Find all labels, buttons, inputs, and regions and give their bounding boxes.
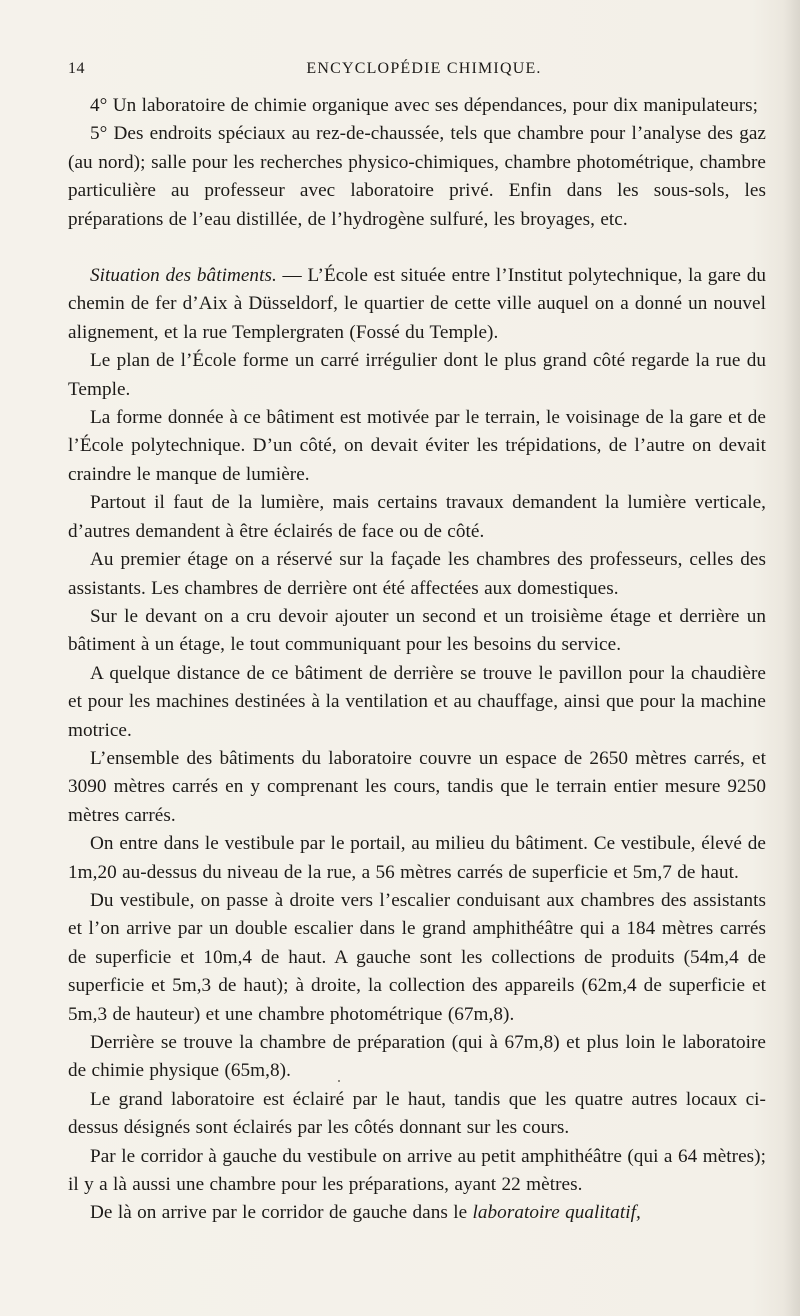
page-number: 14 [68,60,85,77]
paragraph-building-location [68,262,766,347]
print-dot [338,1080,340,1082]
paragraph-preparation-room: Derrière se trouve la chambre de préparation (qui à 67m,8) et plus loin le laboratoire de chimie physique (65m,8). [68,1032,766,1082]
paragraph-areas: L’ensemble des bâtiments du laboratoire couvre un espace de 2650 mètres carrés, et 3090 mètres carrés en y comprenant les cours, tandis que le terrain entier mesure 9250 mètres carrés. [68,747,766,826]
paragraph-organic-lab: 4° Un laboratoire de chimie organique avec ses dépendances, pour dix manipulateurs; [90,95,759,116]
paragraph-additional-floors: Sur le devant on a cru devoir ajouter un second et un troisième étage et derrière un bâtiment à un étage, le tout communiquant pour les besoins du service. [68,605,766,656]
paragraph-building-shape: La forme donnée à ce bâtiment est motivée par le terrain, le voisinage de la gare et de l’École polytechnique. D’un côté, on devait éviter les trépidations, de l’autre on devait craindre le manque de lumière. [68,407,766,485]
paragraph-special-rooms: 5° Des endroits spéciaux au rez-de-chaussée, tels que chambre pour l’analyse des gaz (au nord); salle pour les recherches physico-chimiques, chambre photométrique, chambre particulière au professeur avec laboratoire privé. Enfin dans les sous-sols, les préparations de l’eau distillée, de l’hydrogène sulfuré, les broyages, etc. [68,123,766,230]
paragraph-amphitheatre: Du vestibule, on passe à droite vers l’escalier conduisant aux chambres des assistants et l’on arrive par un double escalier dans le grand amphithéâtre qui a 184 mètres carrés de superficie et 10m,4 de haut. A gauche sont les collections de produits (54m,4 de superficie et 5m,3 de haut); à droite, la collection des appareils (62m,4 de superficie et 5m,3 de hauteur) et une chambre photométrique (67m,8). [68,889,766,1025]
italic-lab-name: laboratoire qualitatif, [472,1202,641,1224]
paragraph-qualitative-lab-text: De là on arrive par le corridor de gauche dans le [90,1202,473,1224]
paragraph-light: Partout il faut de la lumière, mais certains travaux demandent la lumière verticale, d’autres demandent à être éclairés de face ou de côté. [68,492,766,542]
section-heading-situation: Situation des bâtiments. [90,265,277,287]
paragraph-qualitative-lab [68,1199,766,1227]
paragraph-lighting: Le grand laboratoire est éclairé par le haut, tandis que les quatre autres locaux ci-dessus désignés sont éclairés par les côtés donnant sur les cours. [68,1088,766,1139]
paragraph-vestibule: On entre dans le vestibule par le portail, au milieu du bâtiment. Ce vestibule, élevé de 1m,20 au-dessus du niveau de la rue, a 56 mètres carrés de superficie et 5m,7 de haut. [68,833,766,883]
section-spacing [68,234,766,262]
paragraph-plan: Le plan de l’École forme un carré irrégulier dont le plus grand côté regarde la rue du Temple. [68,350,766,400]
paragraph-small-amphitheatre: Par le corridor à gauche du vestibule on arrive au petit amphithéâtre (qui a 64 mètres); il y a là aussi une chambre pour les préparations, ayant 22 mètres. [68,1145,766,1196]
section-text-situation: — L’École est située entre l’Institut polytechnique, la gare du chemin de fer d’Aix à Düsseldorf, le quartier de cette ville auquel on a donné un nouvel alignement, et la rue Templergraten (Fossé du Temple). [68,265,766,343]
running-header [68,52,766,84]
running-title: ENCYCLOPÉDIE CHIMIQUE. [306,60,542,77]
paragraph-first-floor: Au premier étage on a réservé sur la façade les chambres des professeurs, celles des assistants. Les chambres de derrière ont été affectées aux domestiques. [68,549,766,599]
paragraph-pavilion: A quelque distance de ce bâtiment de derrière se trouve le pavillon pour la chaudière et pour les machines destinées à la ventilation et au chauffage, ainsi que pour la machine motrice. [68,662,766,741]
body-text [68,92,766,1228]
